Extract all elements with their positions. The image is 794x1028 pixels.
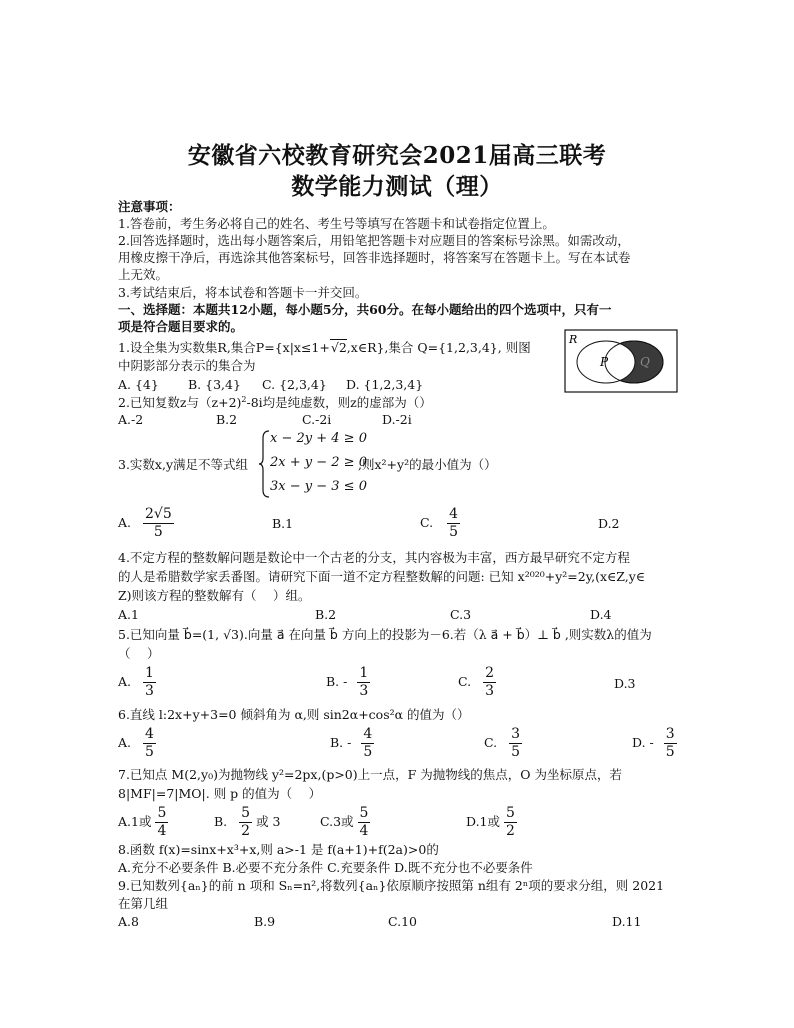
q5-option-b: B. - $\frac{1}{3}$ (326, 665, 369, 699)
q2-option-a: A.-2 (118, 412, 144, 427)
venn-label-p: P (600, 355, 609, 369)
note-1: 1.答卷前，考生务必将自己的姓名、考生号等填写在答题卡和试卷指定位置上。 (118, 216, 555, 231)
q1-stem-line1: 1.设全集为实数集R,集合P={x|x≤1+√2,x∈R},集合 Q={1,2,3,4}, 则图 (118, 340, 531, 355)
section1-line1: 一、选择题：本题共12小题，每小题5分，共60分。在每小题给出的四个选项中，只有一 (118, 302, 612, 317)
q2-stem: 2.已知复数z与（z+2)$^2$-8i均是纯虚数，则z的虚部为（） (118, 394, 432, 410)
note-3: 3.考试结束后，将本试卷和答题卡一并交回。 (118, 285, 368, 300)
q6-option-a: A. $\frac{4}{5}$ (118, 726, 154, 760)
q3-option-c: C. $\frac{4}{5}$ (420, 506, 458, 540)
q3-stem-a: 3.实数x,y满足不等式组 (118, 457, 249, 472)
note-2b: 用橡皮擦干净后，再选涂其他答案标号，回答非选择题时，将答案写在答题卡上。写在本试卷 (118, 250, 631, 265)
q8-stem: 8.函数 f(x)=sinx+x³+x,则 a>-1 是 f(a+1)+f(2a)>0的 (118, 842, 439, 857)
q8-options: A.充分不必要条件 B.必要不充分条件 C.充要条件 D.既不充分也不必要条件 (118, 860, 533, 875)
q7-option-c: C.3或 $\frac{5}{4}$ (320, 805, 369, 839)
q4-option-b: B.2 (315, 607, 337, 622)
q4-option-c: C.3 (450, 607, 472, 622)
q3-option-a: A. $\frac{2√5}{5}$ (118, 506, 172, 540)
note-2a: 2.回答选择题时，选出每小题答案后，用铅笔把答题卡对应题目的答案标号涂黑。如需改动， (118, 233, 630, 248)
q7-stem-line1: 7.已知点 M(2,y₀)为抛物线 y²=2px,(p>0)上一点，F 为抛物线的焦点，O 为坐标原点，若 (118, 767, 622, 782)
venn-diagram (564, 329, 678, 393)
q7-option-b: B. $\frac{5}{2}$ 或 3 (214, 805, 281, 839)
q5-option-d: D.3 (614, 676, 636, 691)
q5-stem-line2: （ ） (118, 646, 160, 661)
q7-option-d: D.1或 $\frac{5}{2}$ (466, 805, 515, 839)
q2-option-c: C.-2i (302, 412, 332, 427)
q7-option-a: A.1或 $\frac{5}{4}$ (118, 805, 167, 839)
q9-option-a: A.8 (118, 914, 139, 929)
q4-option-a: A.1 (118, 607, 139, 622)
q6-option-d: D. - $\frac{3}{5}$ (632, 726, 675, 760)
q3-inequality-1: x − 2y + 4 ≥ 0 (270, 431, 367, 446)
venn-label-r: R (569, 333, 578, 346)
q4-stem-line3: Z)则该方程的整数解有（ ）组。 (118, 588, 311, 603)
q3-option-b: B.1 (272, 516, 294, 531)
q4-option-d: D.4 (590, 607, 612, 622)
q4-stem-line2: 的人是希腊数学家丢番图。请研究下面一道不定方程整数解的问题: 已知 x²⁰²⁰+y²=2y,(x∈Z,y∈ (118, 569, 646, 584)
q2-option-d: D.-2i (382, 412, 412, 427)
q9-option-b: B.9 (254, 914, 276, 929)
q5-option-a: A. $\frac{1}{3}$ (118, 665, 154, 699)
q1-option-a: A. {4} (118, 377, 159, 392)
exam-title-line1: 安徽省六校教育研究会2021届高三联考 (187, 142, 607, 169)
note-2c: 上无效。 (118, 267, 169, 282)
q5-stem-line1: 5.已知向量 b⃗=(1, √3).向量 a⃗ 在向量 b⃗ 方向上的投影为－6.若（λ a⃗ + b⃗）⊥ b⃗ ,则实数λ的值为 (118, 627, 652, 642)
q3-inequality-3: 3x − y − 3 ≤ 0 (270, 479, 367, 494)
q1-option-b: B. {3,4} (188, 377, 241, 392)
q3-stem-b: ,则x²+y²的最小值为（） (358, 457, 497, 472)
q7-stem-line2: 8|MF|=7|MO|. 则 p 的值为（ ） (118, 786, 322, 801)
q6-option-b: B. - $\frac{4}{5}$ (330, 726, 373, 760)
q5-option-c: C. $\frac{2}{3}$ (458, 665, 494, 699)
section1-line2: 项是符合题目要求的。 (118, 319, 244, 334)
q3-option-d: D.2 (598, 516, 620, 531)
q4-stem-line1: 4.不定方程的整数解问题是数论中一个古老的分支，其内容极为丰富，西方最早研究不定方程 (118, 550, 630, 565)
notes-heading: 注意事项： (118, 199, 181, 214)
q9-option-d: D.11 (612, 914, 642, 929)
q1-stem-line2: 中阴影部分表示的集合为 (118, 358, 256, 373)
q9-stem-line1: 9.已知数列{aₙ}的前 n 项和 Sₙ=n²,将数列{aₙ}依原顺序按照第 n组有 2ⁿ项的要求分组，则 2021 (118, 878, 665, 893)
q9-option-c: C.10 (388, 914, 417, 929)
q2-option-b: B.2 (216, 412, 238, 427)
q6-stem: 6.直线 l:2x+y+3=0 倾斜角为 α,则 sin2α+cos²α 的值为（） (118, 707, 470, 722)
q6-option-c: C. $\frac{3}{5}$ (484, 726, 520, 760)
q1-option-c: C. {2,3,4} (262, 377, 327, 392)
q3-brace (258, 430, 270, 498)
q9-stem-line2: 在第几组 (118, 896, 169, 911)
exam-title-line2: 数学能力测试（理） (291, 173, 503, 200)
venn-label-q: Q (640, 355, 650, 369)
q3-inequality-2: 2x + y − 2 ≥ 0 (270, 455, 367, 470)
q1-option-d: D. {1,2,3,4} (346, 377, 424, 392)
